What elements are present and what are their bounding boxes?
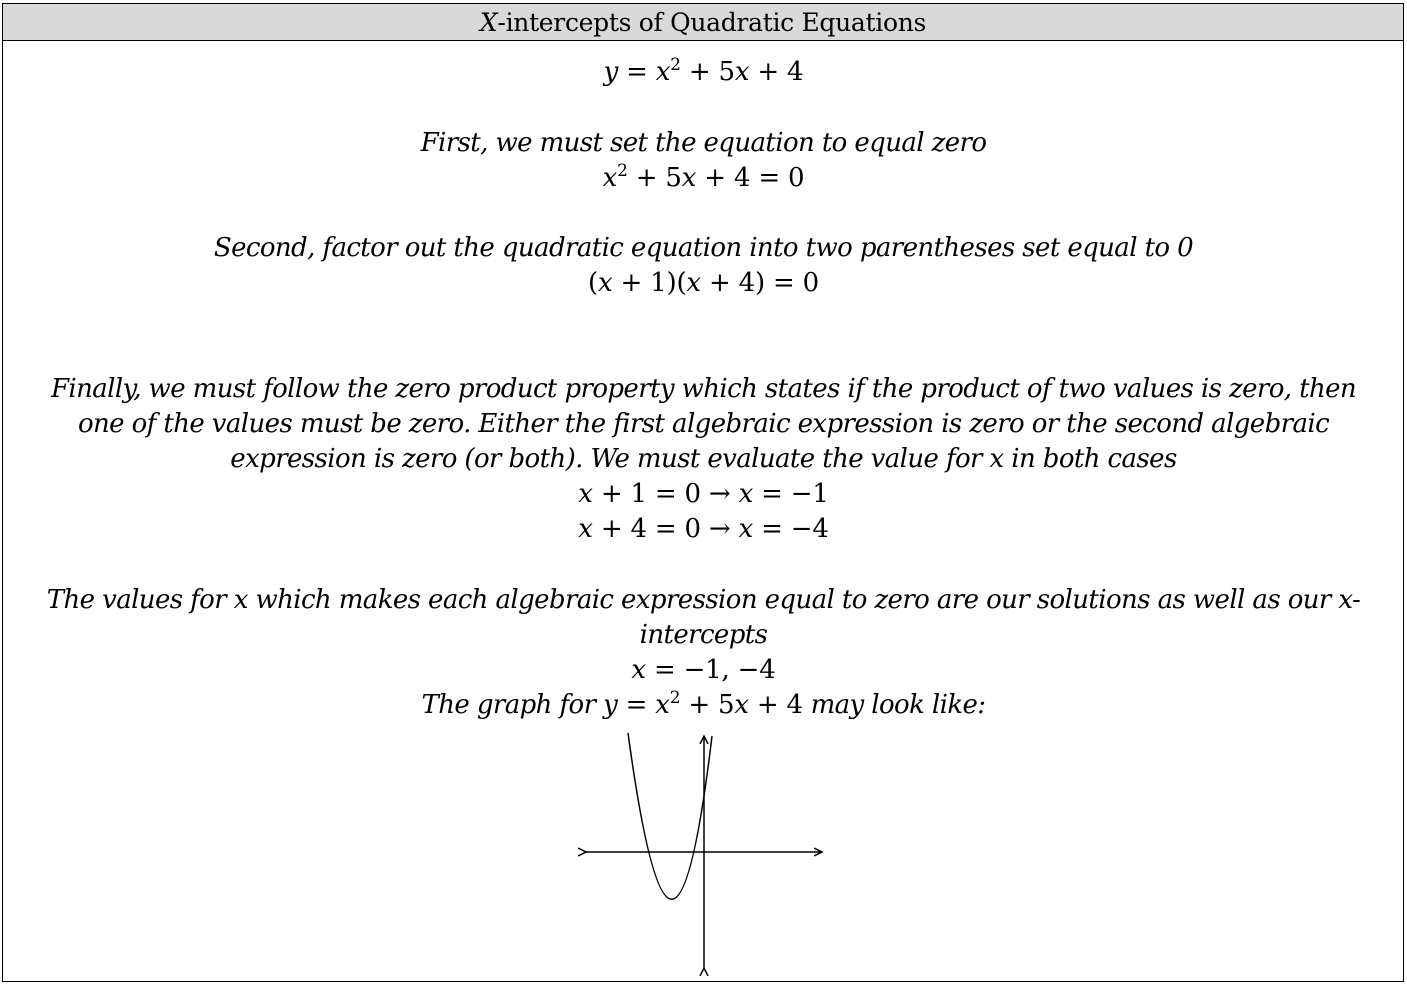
step3-line-3: expression is zero (or both). We must evaluate the value for x in both cases — [230, 444, 1177, 474]
step1-equation: $x^2 + 5x + 4 = 0$ — [602, 159, 805, 193]
case2-equation: x + 4 = 0 → x = −4 — [578, 514, 829, 544]
parabola-curve — [628, 733, 712, 899]
step3-line-1: Finally, we must follow the zero product property which states if the product of two values is zero, then — [50, 374, 1357, 404]
main-equation: $y = x^2 + 5x + 4$ — [603, 53, 804, 87]
case1-equation: x + 1 = 0 → x = −1 — [578, 479, 829, 509]
title-text: -intercepts of Quadratic Equations — [497, 8, 927, 37]
step3-line-2: one of the values must be zero. Either the first algebraic expression is zero or the second algebraic — [77, 409, 1330, 439]
parabola-graph — [578, 728, 830, 976]
title-italic-x: X — [479, 8, 498, 37]
step2-equation: (x + 1)(x + 4) = 0 — [588, 268, 819, 298]
document-title — [3, 4, 1403, 41]
step1-text: First, we must set the equation to equal zero — [420, 128, 987, 158]
graph-caption: The graph for $y = x^2 + 5x + 4$ may look like: — [421, 686, 986, 720]
solutions-line-1: The values for x which makes each algebraic expression equal to zero are our solutions as well as our x- — [46, 585, 1361, 615]
solutions-line-2: intercepts — [639, 620, 768, 650]
solutions-equation: x = −1, −4 — [631, 655, 776, 685]
step2-text: Second, factor out the quadratic equation into two parentheses set equal to 0 — [213, 233, 1194, 263]
